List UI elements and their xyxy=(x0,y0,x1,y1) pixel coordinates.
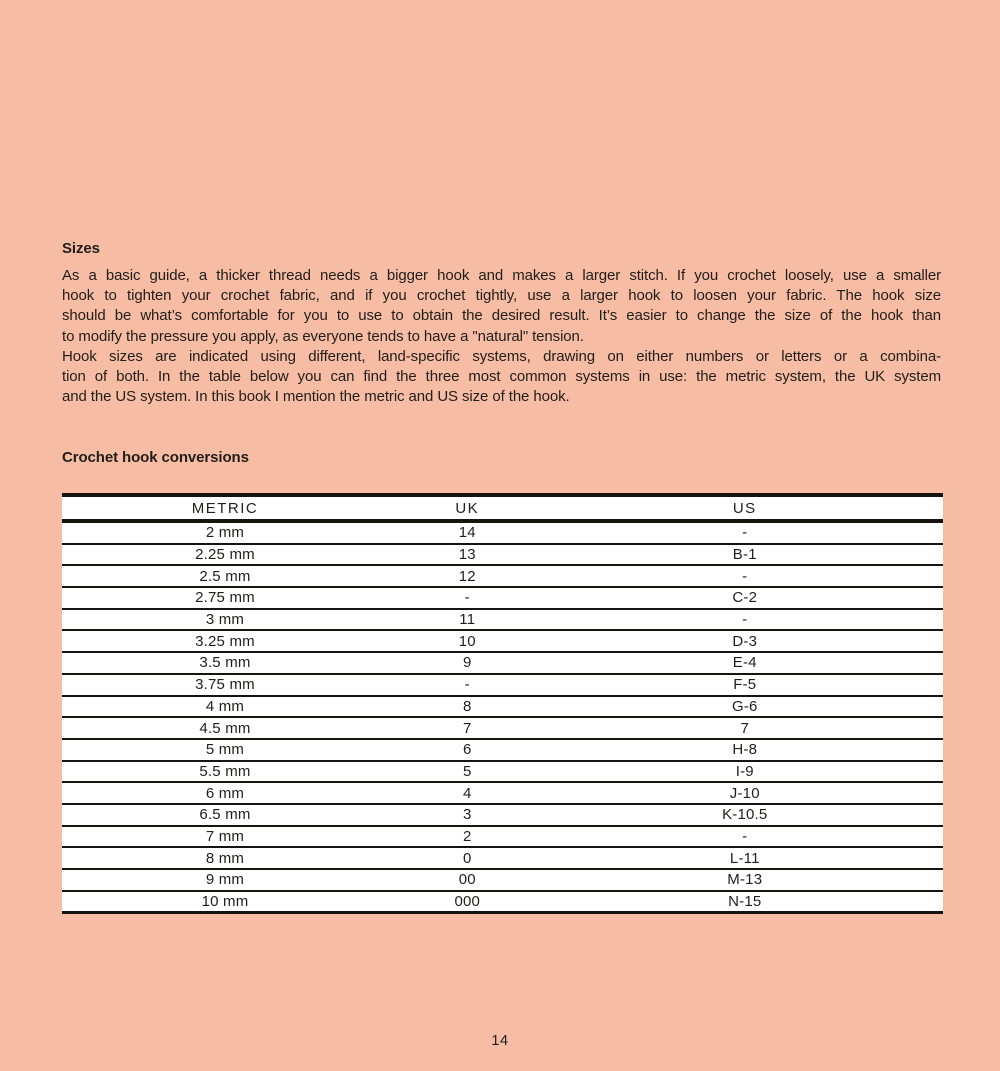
table-cell: 00 xyxy=(388,869,547,891)
table-row xyxy=(62,609,943,631)
table-cell: 4 mm xyxy=(62,696,388,718)
column-header-metric: METRIC xyxy=(62,495,388,521)
body-line: Hook sizes are indicated using different, land-specific systems, drawing on either numbers or letters or a combina- xyxy=(62,347,941,365)
table-cell: 5.5 mm xyxy=(62,761,388,783)
table-row xyxy=(62,804,943,826)
body-line: As a basic guide, a thicker thread needs a bigger hook and makes a larger stitch. If you crochet loosely, use a smaller xyxy=(62,267,941,284)
table-cell: 3 mm xyxy=(62,609,388,631)
table-cell: - xyxy=(388,587,547,609)
table-body xyxy=(62,521,943,913)
table-row xyxy=(62,674,943,696)
body-line: to modify the pressure you apply, as everyone tends to have a "natural" tension. xyxy=(62,327,584,345)
table-cell: B-1 xyxy=(547,544,943,566)
table-cell: H-8 xyxy=(547,739,943,761)
table-cell: 2.25 mm xyxy=(62,544,388,566)
column-header-uk: UK xyxy=(388,495,547,521)
table-cell: N-15 xyxy=(728,893,762,911)
table-cell: 7 xyxy=(388,717,547,739)
table-row xyxy=(62,826,943,848)
table-row xyxy=(62,587,943,609)
table-cell: 2.75 mm xyxy=(62,587,388,609)
table-row xyxy=(62,630,943,652)
table-cell: - xyxy=(547,521,943,544)
table-cell: 5 mm xyxy=(62,739,388,761)
table-cell: - xyxy=(547,826,943,848)
table-cell: J-10 xyxy=(547,782,943,804)
table-row xyxy=(62,521,943,544)
table-cell: 9 xyxy=(388,652,547,674)
body-line: tion of both. In the table below you can find the three most common systems in use: the metric system, the UK system xyxy=(62,368,941,386)
table-cell: 3.25 mm xyxy=(62,630,388,652)
table-cell: C-2 xyxy=(547,587,943,609)
table-cell: 10 xyxy=(388,630,547,652)
table-row xyxy=(62,847,943,869)
sizes-body-text xyxy=(62,266,941,407)
table-cell: F-5 xyxy=(547,674,943,696)
table-row xyxy=(62,544,943,566)
table-row xyxy=(62,761,943,783)
table-cell: 000 xyxy=(454,893,481,911)
table-cell: 5 xyxy=(388,761,547,783)
table-header xyxy=(62,495,943,521)
table-cell: 7 mm xyxy=(62,826,388,848)
table-cell: 9 mm xyxy=(62,869,388,891)
table-row xyxy=(62,717,943,739)
table-cell: 7 xyxy=(547,717,943,739)
table-cell: I-9 xyxy=(547,761,943,783)
body-line: should be what’s comfortable for you to use to obtain the desired result. It’s easier to change the size of the hook than xyxy=(62,307,941,325)
table-cell: L-11 xyxy=(547,847,943,869)
table-cell: 4 xyxy=(388,782,547,804)
table-cell: 6 xyxy=(388,739,547,761)
body-line: and the US system. In this book I mention the metric and US size of the hook. xyxy=(62,388,570,406)
table-row xyxy=(62,869,943,891)
table-cell: 4.5 mm xyxy=(62,717,388,739)
table-cell: 2 mm xyxy=(62,521,388,544)
table-cell: 2.5 mm xyxy=(62,565,388,587)
table-cell: 12 xyxy=(388,565,547,587)
hook-conversion-table xyxy=(62,493,943,914)
table-cell: 2 xyxy=(388,826,547,848)
table-cell: 11 xyxy=(388,609,547,631)
table-cell: 3 xyxy=(388,804,547,826)
table-cell: D-3 xyxy=(547,630,943,652)
conversions-heading: Crochet hook conversions xyxy=(62,449,249,466)
table-cell: 6 mm xyxy=(62,782,388,804)
table-cell: G-6 xyxy=(547,696,943,718)
table-row xyxy=(62,652,943,674)
table-cell: E-4 xyxy=(547,652,943,674)
table-row xyxy=(62,696,943,718)
table-cell: - xyxy=(547,565,943,587)
sizes-heading: Sizes xyxy=(62,240,100,257)
table-cell: 6.5 mm xyxy=(62,804,388,826)
table-cell: 8 mm xyxy=(62,847,388,869)
table-cell: M-13 xyxy=(547,869,943,891)
table-cell: 14 xyxy=(388,521,547,544)
table-cell: - xyxy=(388,674,547,696)
table-row xyxy=(62,739,943,761)
table-cell: 3.5 mm xyxy=(62,652,388,674)
table-cell: 13 xyxy=(388,544,547,566)
table-row xyxy=(62,565,943,587)
table-cell: - xyxy=(547,609,943,631)
table-row xyxy=(62,782,943,804)
page-number: 14 xyxy=(491,1033,509,1049)
table-cell: K-10.5 xyxy=(547,804,943,826)
table-cell: 10 mm xyxy=(201,893,249,911)
table-header-row xyxy=(62,495,943,521)
column-header-us: US xyxy=(547,495,943,521)
table-cell: 3.75 mm xyxy=(62,674,388,696)
body-line: hook to tighten your crochet fabric, and if you crochet tightly, use a larger hook to loosen your fabric. The hook size xyxy=(62,287,941,305)
table-cell: 8 xyxy=(388,696,547,718)
table-cell: 0 xyxy=(388,847,547,869)
table-row xyxy=(62,891,943,913)
